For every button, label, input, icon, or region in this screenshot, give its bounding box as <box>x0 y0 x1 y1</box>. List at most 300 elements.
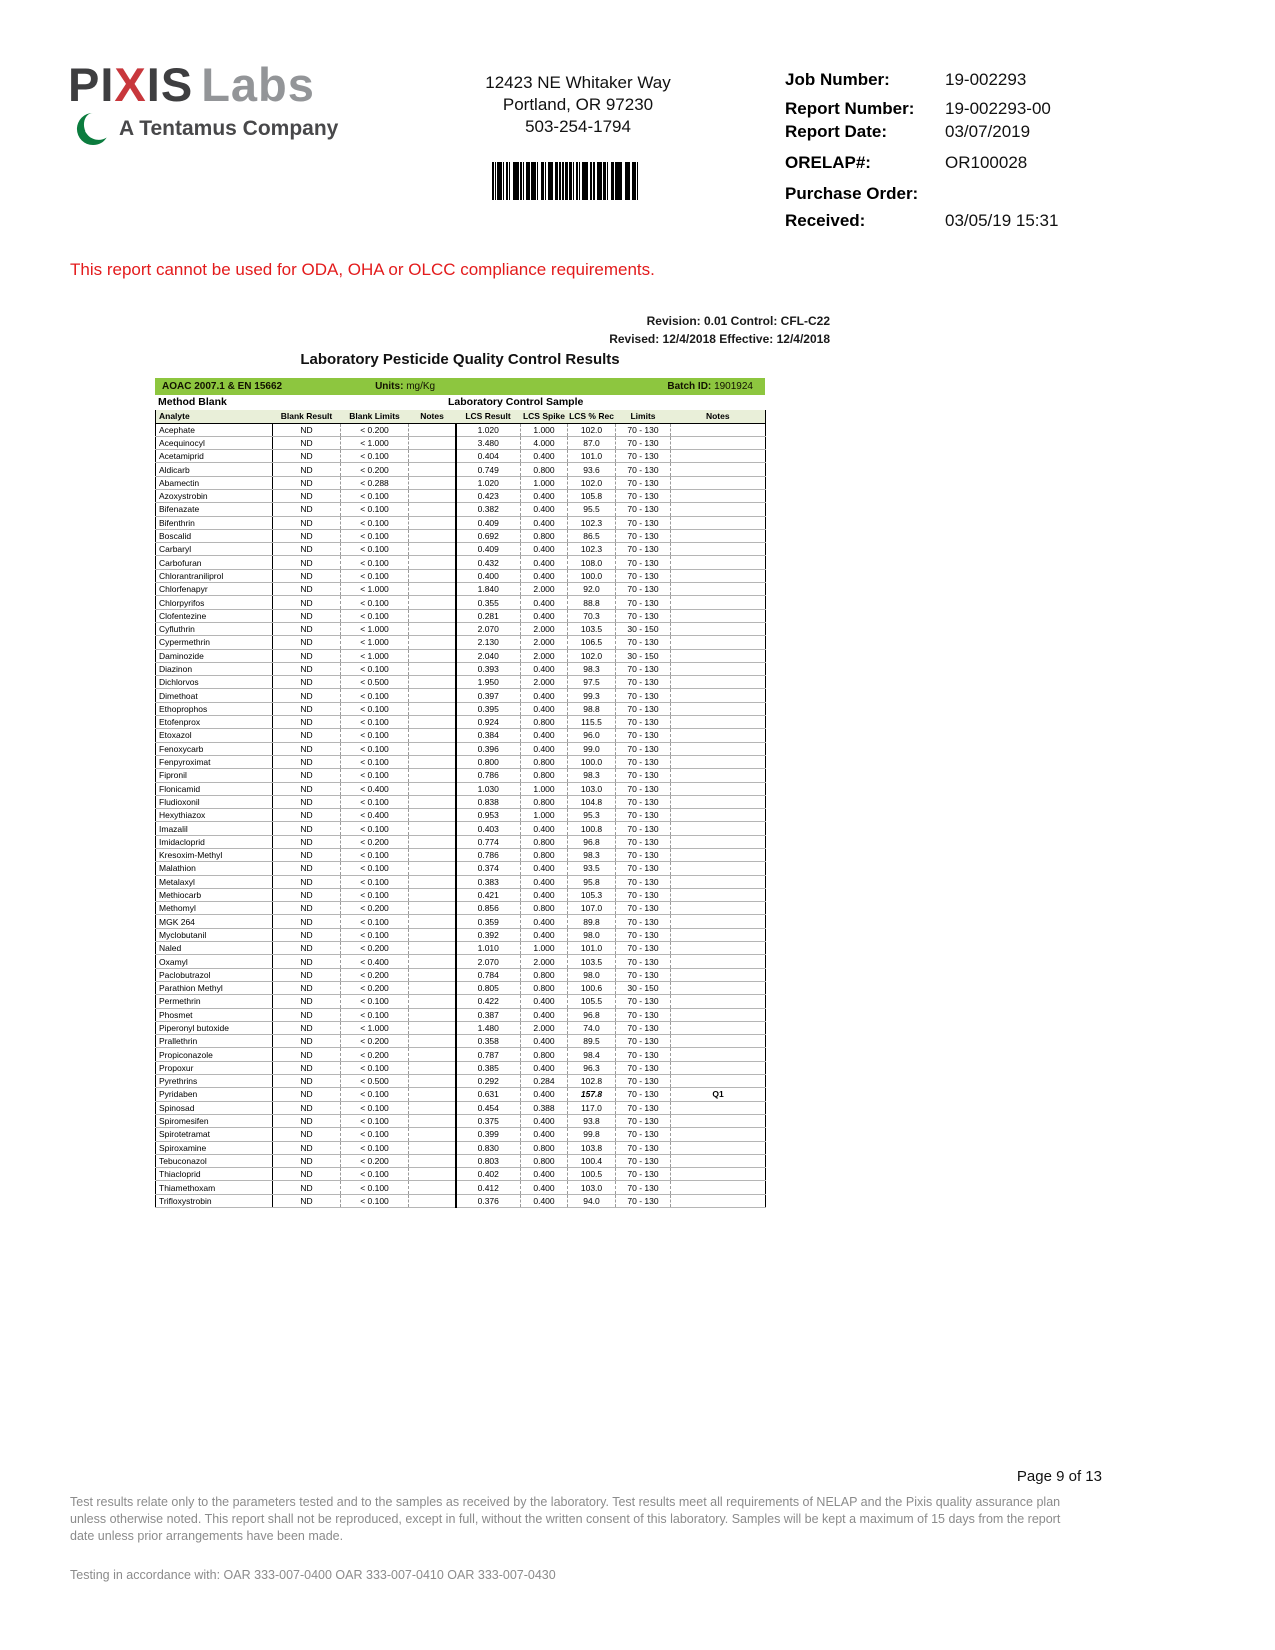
table-row <box>156 1088 766 1101</box>
cell-lcs-notes <box>671 649 766 662</box>
cell-lcs-rec: 93.5 <box>568 862 616 875</box>
table-row <box>156 476 766 489</box>
cell-limits: 30 - 150 <box>616 981 671 994</box>
cell-blank-notes <box>409 436 456 449</box>
cell-blank-limits: < 0.100 <box>341 1168 409 1181</box>
cell-blank-result: ND <box>273 915 341 928</box>
cell-blank-result: ND <box>273 503 341 516</box>
cell-blank-result: ND <box>273 875 341 888</box>
cell-lcs-rec: 99.8 <box>568 1128 616 1141</box>
cell-blank-limits: < 0.500 <box>341 1075 409 1088</box>
col-lcs-notes: Notes <box>671 410 766 423</box>
cell-lcs-notes <box>671 529 766 542</box>
cell-lcs-spike: 0.800 <box>521 1048 568 1061</box>
table-row <box>156 822 766 835</box>
cell-blank-result: ND <box>273 1114 341 1127</box>
col-limits: Limits <box>616 410 671 423</box>
address-city: Portland, OR 97230 <box>502 95 654 114</box>
cell-lcs-notes <box>671 436 766 449</box>
info-row-report-number <box>785 99 1205 119</box>
cell-lcs-spike: 0.400 <box>521 516 568 529</box>
cell-lcs-notes: Q1 <box>671 1088 766 1101</box>
cell-analyte: Carbaryl <box>156 543 273 556</box>
table-row <box>156 782 766 795</box>
cell-limits: 70 - 130 <box>616 1048 671 1061</box>
cell-blank-result: ND <box>273 981 341 994</box>
cell-blank-result: ND <box>273 609 341 622</box>
report-date-value: 03/07/2019 <box>945 122 1031 141</box>
cell-blank-notes <box>409 835 456 848</box>
cell-lcs-notes <box>671 1021 766 1034</box>
cell-blank-result: ND <box>273 556 341 569</box>
cell-lcs-spike: 2.000 <box>521 636 568 649</box>
cell-lcs-result: 0.393 <box>456 662 521 675</box>
cell-blank-result: ND <box>273 436 341 449</box>
cell-analyte: Pyrethrins <box>156 1075 273 1088</box>
cell-blank-notes <box>409 716 456 729</box>
cell-lcs-notes <box>671 902 766 915</box>
cell-blank-result: ND <box>273 809 341 822</box>
cell-limits: 70 - 130 <box>616 928 671 941</box>
cell-lcs-spike: 0.800 <box>521 769 568 782</box>
footer-accordance: Testing in accordance with: OAR 333-007-0400 OAR 333-007-0410 OAR 333-007-0430 <box>70 1568 556 1582</box>
cell-lcs-notes <box>671 995 766 1008</box>
cell-blank-result: ND <box>273 1154 341 1167</box>
cell-lcs-result: 0.423 <box>456 489 521 502</box>
cell-limits: 70 - 130 <box>616 543 671 556</box>
cell-lcs-result: 0.384 <box>456 729 521 742</box>
table-row <box>156 1128 766 1141</box>
cell-blank-notes <box>409 1035 456 1048</box>
cell-limits: 70 - 130 <box>616 423 671 436</box>
cell-lcs-result: 0.800 <box>456 755 521 768</box>
cell-blank-result: ND <box>273 676 341 689</box>
cell-lcs-result: 0.924 <box>456 716 521 729</box>
cell-lcs-notes <box>671 1128 766 1141</box>
table-row <box>156 649 766 662</box>
cell-lcs-notes <box>671 809 766 822</box>
cell-blank-limits: < 0.400 <box>341 955 409 968</box>
cell-blank-notes <box>409 915 456 928</box>
table-row <box>156 1101 766 1114</box>
cell-blank-notes <box>409 849 456 862</box>
cell-lcs-notes <box>671 915 766 928</box>
cell-lcs-result: 0.281 <box>456 609 521 622</box>
cell-blank-limits: < 1.000 <box>341 649 409 662</box>
table-row <box>156 556 766 569</box>
cell-lcs-result: 0.838 <box>456 795 521 808</box>
table-row <box>156 928 766 941</box>
cell-blank-notes <box>409 423 456 436</box>
cell-limits: 70 - 130 <box>616 822 671 835</box>
cell-lcs-rec: 100.6 <box>568 981 616 994</box>
table-row <box>156 503 766 516</box>
cell-lcs-notes <box>671 676 766 689</box>
cell-blank-notes <box>409 1168 456 1181</box>
logo-pixis-x: X <box>114 58 147 111</box>
cell-lcs-result: 0.409 <box>456 516 521 529</box>
cell-blank-notes <box>409 888 456 901</box>
table-row <box>156 716 766 729</box>
cell-blank-result: ND <box>273 1008 341 1021</box>
logo-tagline: A Tentamus Company <box>119 117 339 140</box>
cell-limits: 70 - 130 <box>616 1008 671 1021</box>
cell-limits: 70 - 130 <box>616 1114 671 1127</box>
cell-lcs-result: 0.631 <box>456 1088 521 1101</box>
col-analyte: Analyte <box>156 410 273 423</box>
cell-lcs-spike: 0.400 <box>521 822 568 835</box>
cell-lcs-result: 1.840 <box>456 583 521 596</box>
cell-lcs-rec: 102.0 <box>568 649 616 662</box>
cell-blank-limits: < 0.288 <box>341 476 409 489</box>
qc-section-headers <box>155 395 765 410</box>
cell-blank-notes <box>409 1021 456 1034</box>
cell-blank-limits: < 0.100 <box>341 915 409 928</box>
cell-limits: 70 - 130 <box>616 450 671 463</box>
cell-blank-limits: < 0.100 <box>341 769 409 782</box>
batch-id-label: Batch ID: <box>667 381 712 392</box>
cell-blank-notes <box>409 569 456 582</box>
cell-lcs-rec: 117.0 <box>568 1101 616 1114</box>
cell-limits: 70 - 130 <box>616 1035 671 1048</box>
cell-lcs-rec: 92.0 <box>568 583 616 596</box>
cell-blank-notes <box>409 875 456 888</box>
cell-lcs-spike: 0.800 <box>521 529 568 542</box>
table-row <box>156 942 766 955</box>
cell-blank-result: ND <box>273 476 341 489</box>
cell-lcs-result: 0.454 <box>456 1101 521 1114</box>
cell-lcs-notes <box>671 981 766 994</box>
cell-blank-notes <box>409 689 456 702</box>
cell-blank-result: ND <box>273 1181 341 1194</box>
cell-blank-limits: < 0.200 <box>341 423 409 436</box>
table-row <box>156 915 766 928</box>
cell-analyte: Spinosad <box>156 1101 273 1114</box>
cell-lcs-rec: 98.3 <box>568 662 616 675</box>
cell-blank-limits: < 0.100 <box>341 1128 409 1141</box>
cell-blank-notes <box>409 622 456 635</box>
cell-lcs-notes <box>671 942 766 955</box>
cell-analyte: Etofenprox <box>156 716 273 729</box>
cell-limits: 70 - 130 <box>616 1021 671 1034</box>
cell-blank-result: ND <box>273 755 341 768</box>
cell-blank-result: ND <box>273 463 341 476</box>
cell-blank-result: ND <box>273 822 341 835</box>
cell-blank-result: ND <box>273 849 341 862</box>
cell-blank-notes <box>409 662 456 675</box>
cell-limits: 70 - 130 <box>616 755 671 768</box>
cell-lcs-result: 0.374 <box>456 862 521 875</box>
cell-lcs-spike: 0.400 <box>521 609 568 622</box>
cell-lcs-result: 0.786 <box>456 769 521 782</box>
cell-blank-limits: < 0.400 <box>341 782 409 795</box>
cell-lcs-result: 0.403 <box>456 822 521 835</box>
cell-lcs-notes <box>671 955 766 968</box>
cell-lcs-rec: 107.0 <box>568 902 616 915</box>
cell-limits: 70 - 130 <box>616 902 671 915</box>
cell-analyte: Oxamyl <box>156 955 273 968</box>
table-row <box>156 1181 766 1194</box>
cell-blank-limits: < 0.100 <box>341 516 409 529</box>
cell-lcs-rec: 102.8 <box>568 1075 616 1088</box>
cell-blank-limits: < 0.200 <box>341 902 409 915</box>
cell-lcs-rec: 99.3 <box>568 689 616 702</box>
cell-blank-limits: < 0.100 <box>341 543 409 556</box>
table-row <box>156 902 766 915</box>
cell-limits: 70 - 130 <box>616 476 671 489</box>
cell-blank-notes <box>409 862 456 875</box>
cell-limits: 70 - 130 <box>616 968 671 981</box>
cell-limits: 70 - 130 <box>616 849 671 862</box>
table-row <box>156 888 766 901</box>
cell-lcs-result: 0.358 <box>456 1035 521 1048</box>
cell-blank-limits: < 0.100 <box>341 716 409 729</box>
cell-blank-notes <box>409 769 456 782</box>
table-row <box>156 423 766 436</box>
cell-limits: 70 - 130 <box>616 463 671 476</box>
cell-analyte: Paclobutrazol <box>156 968 273 981</box>
table-row <box>156 622 766 635</box>
cell-blank-result: ND <box>273 716 341 729</box>
cell-lcs-rec: 93.6 <box>568 463 616 476</box>
cell-lcs-spike: 0.400 <box>521 702 568 715</box>
barcode <box>492 162 639 200</box>
cell-blank-notes <box>409 516 456 529</box>
table-row <box>156 1061 766 1074</box>
received-value: 03/05/19 15:31 <box>945 211 1059 230</box>
cell-blank-limits: < 0.100 <box>341 450 409 463</box>
cell-blank-limits: < 0.200 <box>341 942 409 955</box>
footer-disclaimer: Test results relate only to the parameters tested and to the samples as received by the laboratory. Test results meet all requirements of NELAP and the Pixis quality assurance plan unless otherwise noted. This report shall not be reproduced, except in full, without the written consent of this laboratory. Samples will be kept a maximum of 15 days from the report date unless prior arrangements have been made. <box>70 1495 1061 1543</box>
cell-lcs-notes <box>671 888 766 901</box>
cell-lcs-notes <box>671 622 766 635</box>
cell-analyte: Malathion <box>156 862 273 875</box>
cell-blank-result: ND <box>273 450 341 463</box>
cell-lcs-result: 3.480 <box>456 436 521 449</box>
cell-blank-notes <box>409 649 456 662</box>
cell-blank-notes <box>409 1061 456 1074</box>
cell-lcs-notes <box>671 1194 766 1207</box>
cell-lcs-result: 0.856 <box>456 902 521 915</box>
cell-lcs-notes <box>671 769 766 782</box>
cell-lcs-spike: 0.800 <box>521 981 568 994</box>
qc-column-header-row <box>156 410 766 423</box>
table-row <box>156 569 766 582</box>
cell-analyte: Dimethoat <box>156 689 273 702</box>
qc-table-green-bar <box>155 378 765 395</box>
table-row <box>156 849 766 862</box>
col-lcs-result: LCS Result <box>456 410 521 423</box>
cell-blank-notes <box>409 489 456 502</box>
cell-lcs-spike: 0.400 <box>521 450 568 463</box>
cell-lcs-notes <box>671 782 766 795</box>
cell-limits: 70 - 130 <box>616 1061 671 1074</box>
cell-blank-result: ND <box>273 1075 341 1088</box>
logo-pixis-right: IS <box>146 58 194 111</box>
cell-limits: 70 - 130 <box>616 503 671 516</box>
cell-lcs-rec: 102.3 <box>568 516 616 529</box>
cell-blank-limits: < 0.100 <box>341 1088 409 1101</box>
table-row <box>156 795 766 808</box>
cell-lcs-spike: 0.800 <box>521 1141 568 1154</box>
cell-analyte: Bifenazate <box>156 503 273 516</box>
cell-blank-notes <box>409 782 456 795</box>
cell-blank-limits: < 1.000 <box>341 1021 409 1034</box>
cell-lcs-result: 1.950 <box>456 676 521 689</box>
cell-blank-notes <box>409 795 456 808</box>
cell-blank-result: ND <box>273 955 341 968</box>
cell-lcs-result: 0.375 <box>456 1114 521 1127</box>
cell-blank-notes <box>409 702 456 715</box>
cell-lcs-result: 0.774 <box>456 835 521 848</box>
cell-analyte: Propoxur <box>156 1061 273 1074</box>
cell-blank-result: ND <box>273 1168 341 1181</box>
table-row <box>156 662 766 675</box>
job-number-label: Job Number: <box>785 70 890 89</box>
cell-analyte: Propiconazole <box>156 1048 273 1061</box>
cell-limits: 70 - 130 <box>616 995 671 1008</box>
cell-blank-limits: < 0.100 <box>341 489 409 502</box>
cell-analyte: Kresoxim-Methyl <box>156 849 273 862</box>
cell-lcs-spike: 0.400 <box>521 543 568 556</box>
cell-lcs-rec: 98.4 <box>568 1048 616 1061</box>
cell-lcs-result: 0.404 <box>456 450 521 463</box>
cell-lcs-rec: 101.0 <box>568 942 616 955</box>
cell-lcs-notes <box>671 849 766 862</box>
cell-lcs-spike: 0.800 <box>521 902 568 915</box>
cell-blank-result: ND <box>273 662 341 675</box>
cell-lcs-result: 0.402 <box>456 1168 521 1181</box>
cell-limits: 70 - 130 <box>616 809 671 822</box>
cell-lcs-result: 1.020 <box>456 476 521 489</box>
cell-blank-notes <box>409 822 456 835</box>
cell-lcs-notes <box>671 463 766 476</box>
cell-lcs-result: 0.376 <box>456 1194 521 1207</box>
cell-lcs-spike: 0.400 <box>521 662 568 675</box>
cell-lcs-notes <box>671 516 766 529</box>
cell-blank-limits: < 0.100 <box>341 1061 409 1074</box>
qc-table-title: Laboratory Pesticide Quality Control Results <box>300 351 620 368</box>
cell-lcs-notes <box>671 1101 766 1114</box>
table-row <box>156 968 766 981</box>
cell-lcs-rec: 102.0 <box>568 476 616 489</box>
cell-lcs-rec: 100.0 <box>568 569 616 582</box>
cell-limits: 70 - 130 <box>616 556 671 569</box>
table-row <box>156 955 766 968</box>
cell-blank-notes <box>409 742 456 755</box>
cell-analyte: Etoxazol <box>156 729 273 742</box>
cell-analyte: Acephate <box>156 423 273 436</box>
cell-limits: 70 - 130 <box>616 729 671 742</box>
address-street: 12423 NE Whitaker Way <box>485 73 671 92</box>
cell-lcs-spike: 0.400 <box>521 1128 568 1141</box>
col-blank-limits: Blank Limits <box>341 410 409 423</box>
cell-analyte: Bifenthrin <box>156 516 273 529</box>
cell-lcs-spike: 0.800 <box>521 849 568 862</box>
cell-blank-result: ND <box>273 543 341 556</box>
cell-analyte: Ethoprophos <box>156 702 273 715</box>
cell-blank-limits: < 0.100 <box>341 1008 409 1021</box>
cell-analyte: Trifloxystrobin <box>156 1194 273 1207</box>
cell-blank-notes <box>409 476 456 489</box>
cell-lcs-notes <box>671 1035 766 1048</box>
cell-blank-limits: < 0.200 <box>341 1035 409 1048</box>
cell-lcs-notes <box>671 609 766 622</box>
cell-lcs-result: 2.070 <box>456 955 521 968</box>
cell-blank-notes <box>409 981 456 994</box>
method-reference: AOAC 2007.1 & EN 15662 <box>162 381 283 392</box>
cell-blank-limits: < 0.200 <box>341 463 409 476</box>
cell-blank-result: ND <box>273 529 341 542</box>
cell-lcs-rec: 98.3 <box>568 849 616 862</box>
cell-lcs-spike: 2.000 <box>521 1021 568 1034</box>
table-row <box>156 689 766 702</box>
cell-lcs-notes <box>671 875 766 888</box>
cell-lcs-notes <box>671 742 766 755</box>
cell-analyte: Clofentezine <box>156 609 273 622</box>
cell-analyte: Azoxystrobin <box>156 489 273 502</box>
cell-analyte: Aldicarb <box>156 463 273 476</box>
cell-lcs-spike: 1.000 <box>521 809 568 822</box>
cell-lcs-result: 0.355 <box>456 596 521 609</box>
cell-limits: 70 - 130 <box>616 436 671 449</box>
cell-limits: 70 - 130 <box>616 716 671 729</box>
cell-lcs-spike: 0.400 <box>521 1114 568 1127</box>
cell-lcs-result: 0.359 <box>456 915 521 928</box>
cell-lcs-result: 0.412 <box>456 1181 521 1194</box>
cell-analyte: Piperonyl butoxide <box>156 1021 273 1034</box>
cell-analyte: Cypermethrin <box>156 636 273 649</box>
cell-blank-result: ND <box>273 516 341 529</box>
cell-lcs-result: 1.480 <box>456 1021 521 1034</box>
cell-blank-limits: < 0.100 <box>341 755 409 768</box>
cell-lcs-notes <box>671 755 766 768</box>
cell-lcs-rec: 108.0 <box>568 556 616 569</box>
cell-lcs-spike: 2.000 <box>521 955 568 968</box>
table-row <box>156 1154 766 1167</box>
cell-analyte: Imazalil <box>156 822 273 835</box>
cell-lcs-notes <box>671 822 766 835</box>
cell-blank-result: ND <box>273 1048 341 1061</box>
cell-limits: 70 - 130 <box>616 915 671 928</box>
cell-blank-limits: < 0.100 <box>341 702 409 715</box>
cell-analyte: Spiromesifen <box>156 1114 273 1127</box>
cell-blank-notes <box>409 609 456 622</box>
cell-lcs-rec: 103.8 <box>568 1141 616 1154</box>
cell-lcs-result: 0.830 <box>456 1141 521 1154</box>
cell-blank-result: ND <box>273 782 341 795</box>
cell-blank-notes <box>409 955 456 968</box>
cell-lcs-notes <box>671 928 766 941</box>
table-row <box>156 769 766 782</box>
revision-line: Revision: 0.01 Control: CFL-C22 <box>646 314 830 328</box>
cell-lcs-result: 2.040 <box>456 649 521 662</box>
cell-blank-notes <box>409 676 456 689</box>
cell-lcs-notes <box>671 702 766 715</box>
cell-analyte: Metalaxyl <box>156 875 273 888</box>
units-field <box>375 378 435 395</box>
cell-limits: 70 - 130 <box>616 583 671 596</box>
cell-limits: 70 - 130 <box>616 1128 671 1141</box>
cell-analyte: Tebuconazol <box>156 1154 273 1167</box>
cell-lcs-notes <box>671 476 766 489</box>
cell-lcs-rec: 103.5 <box>568 622 616 635</box>
cell-blank-notes <box>409 583 456 596</box>
lcs-section-label: Laboratory Control Sample <box>448 396 584 408</box>
orelap-label: ORELAP#: <box>785 153 871 172</box>
cell-limits: 70 - 130 <box>616 636 671 649</box>
batch-id-value: 1901924 <box>714 381 753 392</box>
